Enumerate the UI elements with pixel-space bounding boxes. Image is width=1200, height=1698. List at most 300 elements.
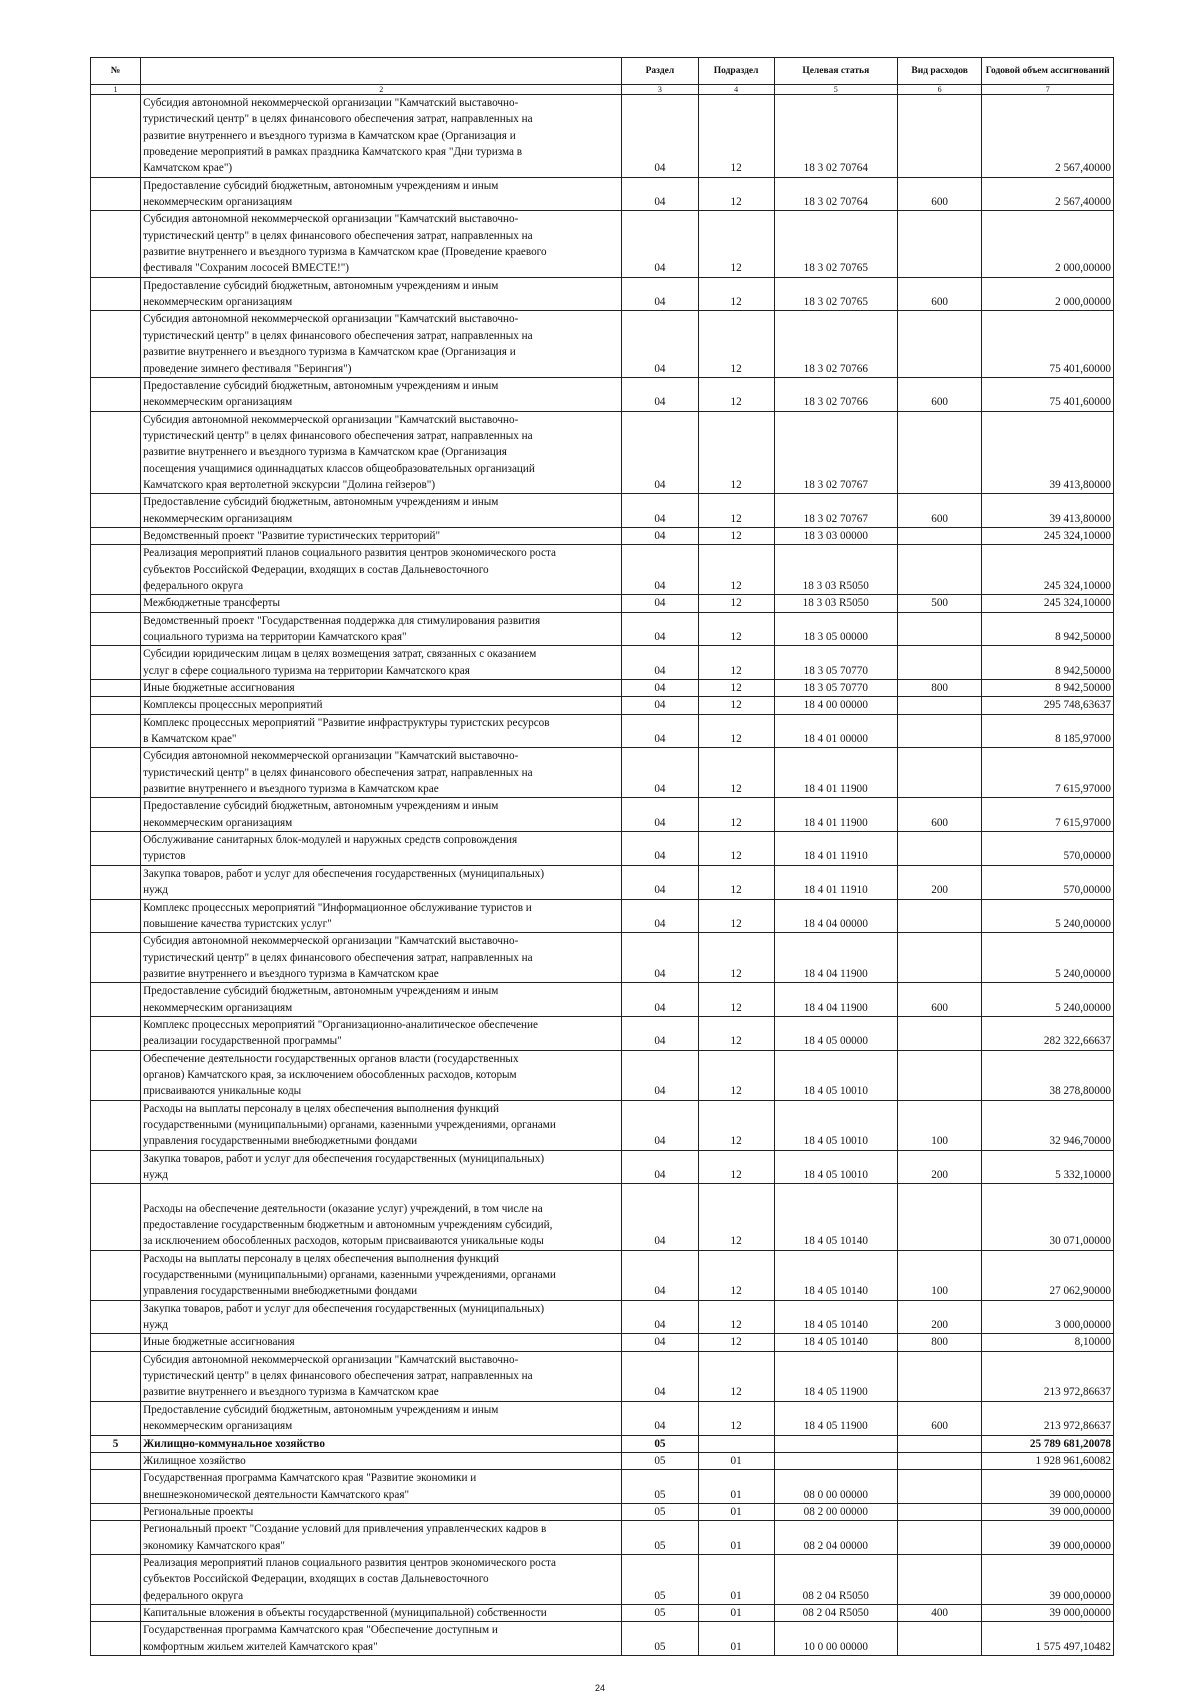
row-name: Государственная программа Камчатского края "Обеспечение доступным и комфортным жильем жителей Камчатского края": [141, 1622, 622, 1656]
row-amount: 2 567,40000: [982, 177, 1114, 211]
row-name: Расходы на выплаты персоналу в целях обеспечения выполнения функций государственными (муниципальными) органами, казенными учреждениями, органами управления государственными внебюджетными фондами: [141, 1100, 622, 1150]
row-section: 04: [622, 527, 698, 544]
row-name: Государственная программа Камчатского края "Развитие экономики и внешнеэкономической деятельности Камчатского края": [141, 1470, 622, 1504]
row-section: 05: [622, 1554, 698, 1604]
row-amount: 2 000,00000: [982, 277, 1114, 311]
row-amount: 5 240,00000: [982, 899, 1114, 933]
row-subsection: 12: [698, 983, 774, 1017]
row-article: 18 4 01 11910: [774, 865, 897, 899]
row-amount: 39 413,80000: [982, 411, 1114, 494]
row-subsection: 01: [698, 1452, 774, 1469]
row-section: 04: [622, 1016, 698, 1050]
table-row: [91, 377, 1114, 411]
row-name: Ведомственный проект "Государственная поддержка для стимулирования развития социального туризма на территории Камчатского края": [141, 612, 622, 646]
row-subsection: 12: [698, 211, 774, 277]
table-row: [91, 1401, 1114, 1435]
row-number: [91, 1604, 141, 1621]
row-amount: 75 401,60000: [982, 377, 1114, 411]
row-amount: 213 972,86637: [982, 1351, 1114, 1401]
row-expense-kind: 600: [897, 277, 982, 311]
row-number: [91, 1016, 141, 1050]
table-row: [91, 545, 1114, 595]
row-subsection: 01: [698, 1622, 774, 1656]
row-name: Реализация мероприятий планов социального развития центров экономического роста субъектов Российской Федерации, входящих в состав Дальневосточного федерального округа: [141, 1554, 622, 1604]
row-section: 04: [622, 1300, 698, 1334]
row-expense-kind: 600: [897, 377, 982, 411]
page-number: 24: [594, 1683, 605, 1693]
row-expense-kind: [897, 411, 982, 494]
row-article: 18 4 05 10140: [774, 1250, 897, 1300]
row-name: Комплекс процессных мероприятий "Развитие инфраструктуры туристских ресурсов в Камчатском крае": [141, 714, 622, 748]
row-number: [91, 646, 141, 680]
budget-sheet: [90, 57, 1114, 1656]
row-section: 05: [622, 1435, 698, 1452]
row-number: [91, 1470, 141, 1504]
row-subsection: 01: [698, 1470, 774, 1504]
row-article: 18 3 02 70765: [774, 277, 897, 311]
row-article: 18 4 04 11900: [774, 983, 897, 1017]
row-expense-kind: [897, 211, 982, 277]
row-number: [91, 311, 141, 377]
row-amount: 8 942,50000: [982, 646, 1114, 680]
row-number: [91, 1184, 141, 1250]
row-amount: 8 942,50000: [982, 680, 1114, 697]
row-name: Региональный проект "Создание условий для привлечения управленческих кадров в экономику Камчатского края": [141, 1521, 622, 1555]
row-number: [91, 377, 141, 411]
row-number: [91, 177, 141, 211]
row-expense-kind: 600: [897, 983, 982, 1017]
table-row: [91, 411, 1114, 494]
row-section: 04: [622, 1150, 698, 1184]
row-name: Предоставление субсидий бюджетным, автономным учреждениям и иным некоммерческим организациям: [141, 1401, 622, 1435]
header-name: [141, 58, 622, 85]
row-expense-kind: [897, 1050, 982, 1100]
row-subsection: 12: [698, 527, 774, 544]
row-section: 05: [622, 1622, 698, 1656]
row-article: 18 4 05 11900: [774, 1351, 897, 1401]
table-row: [91, 1050, 1114, 1100]
row-article: 18 3 02 70766: [774, 311, 897, 377]
row-expense-kind: [897, 1452, 982, 1469]
row-subsection: 12: [698, 748, 774, 798]
row-article: 18 4 05 11900: [774, 1401, 897, 1435]
row-number: [91, 1250, 141, 1300]
row-amount: 39 413,80000: [982, 494, 1114, 528]
row-number: [91, 983, 141, 1017]
row-name: Обеспечение деятельности государственных органов власти (государственных органов) Камчатского края, за исключением обособленных расходов, которым присваиваются уникальные коды: [141, 1050, 622, 1100]
row-expense-kind: 200: [897, 1300, 982, 1334]
row-expense-kind: [897, 1351, 982, 1401]
row-expense-kind: 500: [897, 595, 982, 612]
table-row: [91, 494, 1114, 528]
row-article: [774, 1435, 897, 1452]
row-subsection: 12: [698, 1401, 774, 1435]
table-row: [91, 1604, 1114, 1621]
row-section: 04: [622, 1250, 698, 1300]
row-expense-kind: [897, 95, 982, 178]
row-article: 18 4 01 11910: [774, 832, 897, 866]
row-expense-kind: [897, 899, 982, 933]
row-amount: 570,00000: [982, 832, 1114, 866]
row-section: 04: [622, 865, 698, 899]
table-row: [91, 1622, 1114, 1656]
row-article: 18 4 05 10140: [774, 1300, 897, 1334]
row-subsection: 01: [698, 1521, 774, 1555]
table-row: [91, 899, 1114, 933]
row-subsection: 12: [698, 1050, 774, 1100]
table-row: [91, 277, 1114, 311]
row-article: 08 2 04 00000: [774, 1521, 897, 1555]
row-expense-kind: 400: [897, 1604, 982, 1621]
table-row: [91, 865, 1114, 899]
row-subsection: 12: [698, 865, 774, 899]
row-name: Субсидия автономной некоммерческой организации "Камчатский выставочно- туристический центр" в целях финансового обеспечения затрат, направленных на развитие внутреннего и въездного туризма в Камчатском крае: [141, 933, 622, 983]
column-number: 5: [774, 85, 897, 95]
row-number: [91, 277, 141, 311]
table-header: [91, 58, 1114, 95]
row-amount: 570,00000: [982, 865, 1114, 899]
row-section: 04: [622, 1050, 698, 1100]
table-body: [91, 95, 1114, 1656]
row-subsection: 12: [698, 697, 774, 714]
row-section: 04: [622, 1184, 698, 1250]
row-number: [91, 832, 141, 866]
table-row: [91, 697, 1114, 714]
row-subsection: 01: [698, 1554, 774, 1604]
row-expense-kind: [897, 545, 982, 595]
row-amount: 5 240,00000: [982, 933, 1114, 983]
row-subsection: 12: [698, 377, 774, 411]
row-name: Предоставление субсидий бюджетным, автономным учреждениям и иным некоммерческим организациям: [141, 983, 622, 1017]
row-expense-kind: [897, 697, 982, 714]
row-article: 18 3 03 00000: [774, 527, 897, 544]
row-subsection: 12: [698, 798, 774, 832]
row-name: Расходы на выплаты персоналу в целях обеспечения выполнения функций государственными (муниципальными) органами, казенными учреждениями, органами управления государственными внебюджетными фондами: [141, 1250, 622, 1300]
table-row: [91, 1100, 1114, 1150]
row-number: [91, 95, 141, 178]
row-subsection: 12: [698, 595, 774, 612]
header-no: №: [91, 58, 141, 85]
row-expense-kind: 800: [897, 1334, 982, 1351]
row-number: [91, 612, 141, 646]
row-name: Жилищно-коммунальное хозяйство: [141, 1435, 622, 1452]
row-number: [91, 933, 141, 983]
row-amount: 282 322,66637: [982, 1016, 1114, 1050]
table-row: [91, 748, 1114, 798]
row-subsection: 12: [698, 311, 774, 377]
row-section: 04: [622, 983, 698, 1017]
row-amount: 32 946,70000: [982, 1100, 1114, 1150]
row-article: 18 3 02 70766: [774, 377, 897, 411]
row-name: Комплексы процессных мероприятий: [141, 697, 622, 714]
row-expense-kind: [897, 1470, 982, 1504]
row-subsection: 12: [698, 612, 774, 646]
row-article: 18 3 02 70767: [774, 411, 897, 494]
row-section: 04: [622, 377, 698, 411]
row-amount: 245 324,10000: [982, 595, 1114, 612]
row-section: 05: [622, 1452, 698, 1469]
table-row: [91, 1334, 1114, 1351]
row-expense-kind: 200: [897, 1150, 982, 1184]
row-expense-kind: [897, 714, 982, 748]
row-section: 04: [622, 95, 698, 178]
row-amount: 7 615,97000: [982, 748, 1114, 798]
row-amount: 25 789 681,20078: [982, 1435, 1114, 1452]
table-row: [91, 832, 1114, 866]
row-amount: 213 972,86637: [982, 1401, 1114, 1435]
row-expense-kind: [897, 646, 982, 680]
row-number: [91, 1452, 141, 1469]
row-expense-kind: 200: [897, 865, 982, 899]
row-number: [91, 1050, 141, 1100]
row-name: Предоставление субсидий бюджетным, автономным учреждениям и иным некоммерческим организациям: [141, 277, 622, 311]
row-section: 04: [622, 311, 698, 377]
row-section: 04: [622, 714, 698, 748]
row-subsection: 12: [698, 545, 774, 595]
table-row: [91, 1435, 1114, 1452]
row-amount: 8,10000: [982, 1334, 1114, 1351]
table-row: [91, 95, 1114, 178]
table-row: [91, 933, 1114, 983]
row-number: [91, 1503, 141, 1520]
header-amount: Годовой объем ассигнований: [982, 58, 1114, 85]
row-name: Иные бюджетные ассигнования: [141, 680, 622, 697]
table-row: [91, 1184, 1114, 1250]
table-row: [91, 527, 1114, 544]
row-number: [91, 1622, 141, 1656]
row-subsection: 12: [698, 1100, 774, 1150]
row-subsection: 12: [698, 494, 774, 528]
row-number: 5: [91, 1435, 141, 1452]
row-number: [91, 697, 141, 714]
row-section: 05: [622, 1604, 698, 1621]
row-subsection: 12: [698, 714, 774, 748]
row-expense-kind: 100: [897, 1100, 982, 1150]
row-article: 18 4 05 10010: [774, 1050, 897, 1100]
row-article: 08 2 00 00000: [774, 1503, 897, 1520]
row-name: Субсидия автономной некоммерческой организации "Камчатский выставочно- туристический центр" в целях финансового обеспечения затрат, направленных на развитие внутреннего и въездного туризма в Камчатском крае: [141, 748, 622, 798]
row-expense-kind: [897, 1184, 982, 1250]
row-expense-kind: [897, 1554, 982, 1604]
row-subsection: 12: [698, 277, 774, 311]
row-number: [91, 595, 141, 612]
row-subsection: 12: [698, 1300, 774, 1334]
row-article: 18 3 03 R5050: [774, 545, 897, 595]
row-expense-kind: 600: [897, 1401, 982, 1435]
row-expense-kind: 600: [897, 798, 982, 832]
header-subsection: Подраздел: [698, 58, 774, 85]
row-number: [91, 714, 141, 748]
column-number: 7: [982, 85, 1114, 95]
row-article: 18 3 02 70767: [774, 494, 897, 528]
row-number: [91, 899, 141, 933]
row-amount: 30 071,00000: [982, 1184, 1114, 1250]
row-number: [91, 1351, 141, 1401]
row-article: 18 3 02 70765: [774, 211, 897, 277]
row-section: 05: [622, 1470, 698, 1504]
row-article: 18 4 05 00000: [774, 1016, 897, 1050]
row-amount: 39 000,00000: [982, 1521, 1114, 1555]
row-section: 04: [622, 1100, 698, 1150]
row-name: Предоставление субсидий бюджетным, автономным учреждениям и иным некоммерческим организациям: [141, 494, 622, 528]
row-number: [91, 1334, 141, 1351]
column-number: 3: [622, 85, 698, 95]
table-row: [91, 1554, 1114, 1604]
table-row: [91, 1521, 1114, 1555]
table-row: [91, 1470, 1114, 1504]
row-section: 04: [622, 646, 698, 680]
row-name: Субсидия автономной некоммерческой организации "Камчатский выставочно- туристический центр" в целях финансового обеспечения затрат, направленных на развитие внутреннего и въездного туризма в Камчатском крае (Организация и проведение мероприятий в рамках праздника Камчатского края "Дни туризма в Камчатском крае"): [141, 95, 622, 178]
row-number: [91, 1300, 141, 1334]
row-subsection: 12: [698, 1016, 774, 1050]
row-number: [91, 527, 141, 544]
row-name: Закупка товаров, работ и услуг для обеспечения государственных (муниципальных) нужд: [141, 1150, 622, 1184]
row-article: 18 4 05 10010: [774, 1100, 897, 1150]
row-subsection: 12: [698, 1334, 774, 1351]
row-name: Ведомственный проект "Развитие туристических территорий": [141, 527, 622, 544]
column-number: 6: [897, 85, 982, 95]
row-expense-kind: [897, 311, 982, 377]
row-name: Предоставление субсидий бюджетным, автономным учреждениям и иным некоммерческим организациям: [141, 798, 622, 832]
row-article: 10 0 00 00000: [774, 1622, 897, 1656]
row-article: 18 3 02 70764: [774, 177, 897, 211]
row-section: 04: [622, 680, 698, 697]
row-amount: 39 000,00000: [982, 1503, 1114, 1520]
row-article: 18 3 03 R5050: [774, 595, 897, 612]
row-article: 18 4 04 11900: [774, 933, 897, 983]
row-name: Межбюджетные трансферты: [141, 595, 622, 612]
table-row: [91, 1150, 1114, 1184]
budget-table: [90, 57, 1114, 1656]
row-subsection: 12: [698, 646, 774, 680]
row-article: [774, 1452, 897, 1469]
row-name: Иные бюджетные ассигнования: [141, 1334, 622, 1351]
row-amount: 245 324,10000: [982, 545, 1114, 595]
row-number: [91, 748, 141, 798]
row-amount: 245 324,10000: [982, 527, 1114, 544]
table-row: [91, 646, 1114, 680]
row-section: 05: [622, 1521, 698, 1555]
row-article: 18 4 01 00000: [774, 714, 897, 748]
row-subsection: 01: [698, 1503, 774, 1520]
row-amount: 295 748,63637: [982, 697, 1114, 714]
row-section: 04: [622, 494, 698, 528]
row-name: Предоставление субсидий бюджетным, автономным учреждениям и иным некоммерческим организациям: [141, 177, 622, 211]
row-amount: 2 000,00000: [982, 211, 1114, 277]
row-expense-kind: [897, 1435, 982, 1452]
row-amount: 5 240,00000: [982, 983, 1114, 1017]
header-kind: Вид расходов: [897, 58, 982, 85]
row-amount: 27 062,90000: [982, 1250, 1114, 1300]
table-row: [91, 595, 1114, 612]
row-subsection: 12: [698, 1150, 774, 1184]
row-expense-kind: 600: [897, 494, 982, 528]
row-amount: 75 401,60000: [982, 311, 1114, 377]
row-article: 18 3 02 70764: [774, 95, 897, 178]
table-row: [91, 612, 1114, 646]
row-number: [91, 798, 141, 832]
row-expense-kind: 100: [897, 1250, 982, 1300]
table-row: [91, 798, 1114, 832]
table-row: [91, 1452, 1114, 1469]
row-expense-kind: [897, 1016, 982, 1050]
row-expense-kind: [897, 832, 982, 866]
column-number-row: [91, 85, 1114, 95]
row-section: 04: [622, 211, 698, 277]
row-subsection: 12: [698, 680, 774, 697]
row-number: [91, 865, 141, 899]
row-section: 04: [622, 411, 698, 494]
table-row: [91, 983, 1114, 1017]
row-name: Региональные проекты: [141, 1503, 622, 1520]
row-article: 18 4 05 10140: [774, 1184, 897, 1250]
column-number: 2: [141, 85, 622, 95]
row-article: 18 4 01 11900: [774, 798, 897, 832]
row-number: [91, 545, 141, 595]
row-number: [91, 494, 141, 528]
row-amount: 39 000,00000: [982, 1554, 1114, 1604]
row-name: Реализация мероприятий планов социального развития центров экономического роста субъектов Российской Федерации, входящих в состав Дальневосточного федерального округа: [141, 545, 622, 595]
row-section: 05: [622, 1503, 698, 1520]
row-name: Субсидия автономной некоммерческой организации "Камчатский выставочно- туристический центр" в целях финансового обеспечения затрат, направленных на развитие внутреннего и въездного туризма в Камчатском крае: [141, 1351, 622, 1401]
row-name: Обслуживание санитарных блок-модулей и наружных средств сопровождения туристов: [141, 832, 622, 866]
row-amount: 2 567,40000: [982, 95, 1114, 178]
table-row: [91, 177, 1114, 211]
row-amount: 1 575 497,10482: [982, 1622, 1114, 1656]
row-name: Субсидия автономной некоммерческой организации "Камчатский выставочно- туристический центр" в целях финансового обеспечения затрат, направленных на развитие внутреннего и въездного туризма в Камчатском крае (Проведение краевого фестиваля "Сохраним лососей ВМЕСТЕ!"): [141, 211, 622, 277]
row-number: [91, 211, 141, 277]
row-amount: 5 332,10000: [982, 1150, 1114, 1184]
row-expense-kind: 600: [897, 177, 982, 211]
row-number: [91, 1521, 141, 1555]
row-section: 04: [622, 1334, 698, 1351]
row-section: 04: [622, 899, 698, 933]
row-section: 04: [622, 545, 698, 595]
row-name: Предоставление субсидий бюджетным, автономным учреждениям и иным некоммерческим организациям: [141, 377, 622, 411]
row-article: 08 2 04 R5050: [774, 1604, 897, 1621]
table-row: [91, 311, 1114, 377]
row-subsection: [698, 1435, 774, 1452]
row-section: 04: [622, 277, 698, 311]
row-subsection: 12: [698, 1184, 774, 1250]
row-article: 18 4 05 10010: [774, 1150, 897, 1184]
row-amount: 39 000,00000: [982, 1470, 1114, 1504]
row-section: 04: [622, 748, 698, 798]
row-number: [91, 1100, 141, 1150]
row-expense-kind: 800: [897, 680, 982, 697]
table-row: [91, 1351, 1114, 1401]
row-subsection: 12: [698, 177, 774, 211]
row-amount: 8 185,97000: [982, 714, 1114, 748]
row-subsection: 01: [698, 1604, 774, 1621]
row-name: Комплекс процессных мероприятий "Информационное обслуживание туристов и повышение качества туристских услуг": [141, 899, 622, 933]
header-article: Целевая статья: [774, 58, 897, 85]
row-article: 18 4 05 10140: [774, 1334, 897, 1351]
row-subsection: 12: [698, 832, 774, 866]
row-name: Закупка товаров, работ и услуг для обеспечения государственных (муниципальных) нужд: [141, 865, 622, 899]
table-row: [91, 714, 1114, 748]
row-subsection: 12: [698, 411, 774, 494]
table-row: [91, 211, 1114, 277]
table-row: [91, 1250, 1114, 1300]
row-section: 04: [622, 1351, 698, 1401]
row-amount: 1 928 961,60082: [982, 1452, 1114, 1469]
table-row: [91, 1503, 1114, 1520]
row-expense-kind: [897, 527, 982, 544]
row-section: 04: [622, 697, 698, 714]
row-article: 18 3 05 00000: [774, 612, 897, 646]
row-expense-kind: [897, 612, 982, 646]
